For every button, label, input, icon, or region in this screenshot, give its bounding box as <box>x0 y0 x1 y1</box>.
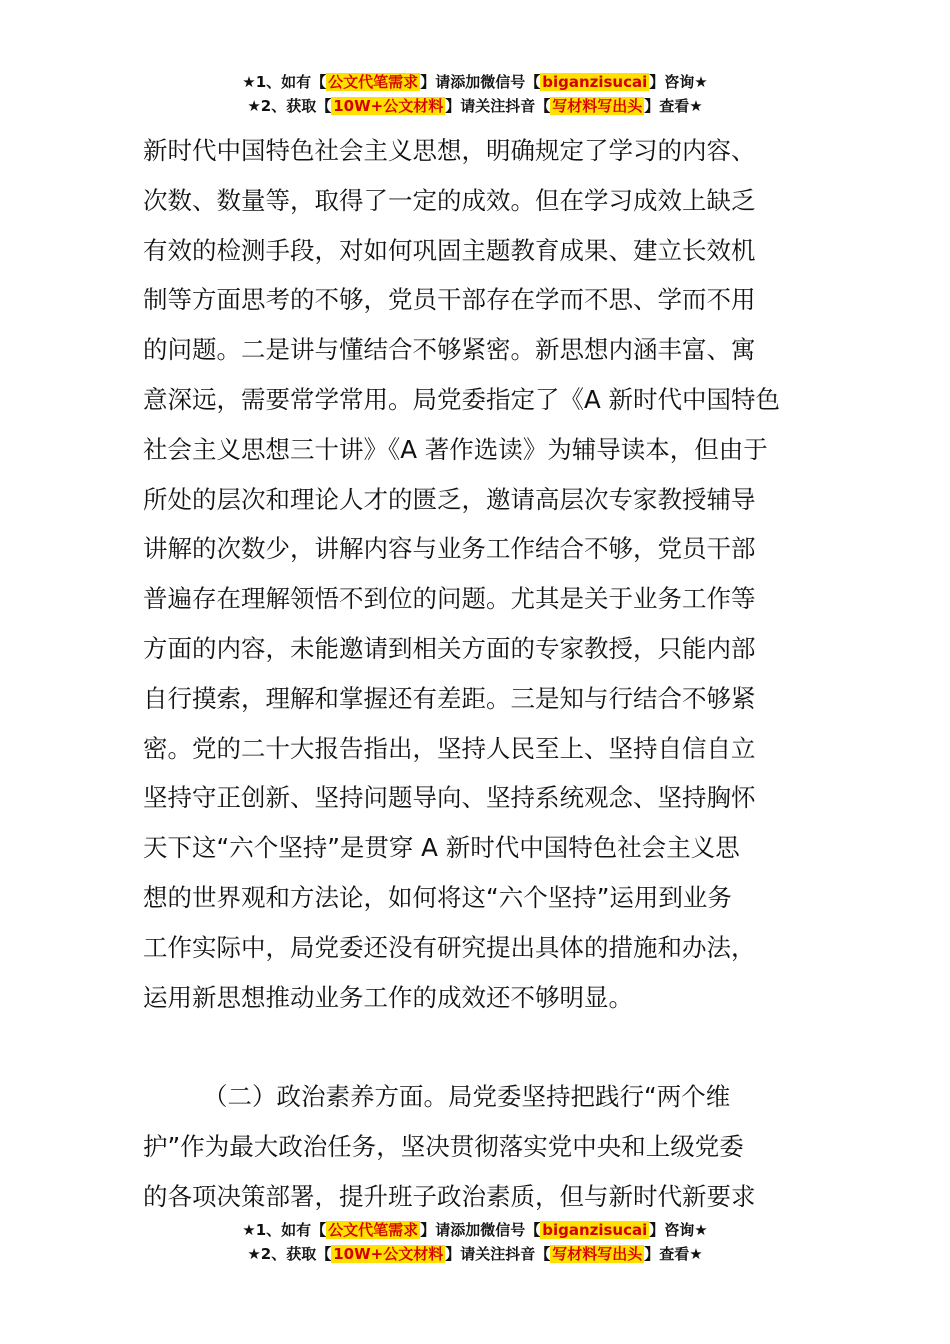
text-line: 新时代中国特色社会主义思想，明确规定了学习的内容、 <box>143 136 756 165</box>
text-line: 想的世界观和方法论，如何将这“六个坚持”运用到业务 <box>143 882 732 912</box>
banner-text: ★1、如有【 <box>242 1221 327 1239</box>
text-line: 所处的层次和理论人才的匮乏，邀请高层次专家教授辅导 <box>143 484 756 514</box>
footer-banner <box>0 1218 950 1266</box>
text-line: 密。党的二十大报告指出，坚持人民至上、坚持自信自立 <box>143 733 756 763</box>
text-line: 天下这“六个坚持”是贯穿 A 新时代中国特色社会主义思 <box>143 833 740 863</box>
text-line: 次数、数量等，取得了一定的成效。但在学习成效上缺乏 <box>143 185 756 215</box>
banner-text: 】请添加微信号【 <box>420 73 541 91</box>
text-line: 社会主义思想三十讲》《A 著作选读》为辅导读本，但由于 <box>143 434 768 464</box>
banner-text: 】咨询★ <box>649 73 708 91</box>
banner-highlight: biganzisucai <box>542 1221 648 1239</box>
banner-line-2 <box>0 94 950 118</box>
text-line: 普遍存在理解领悟不到位的问题。尤其是关于业务工作等 <box>143 584 756 614</box>
text-line: 自行摸索，理解和掌握还有差距。三是知与行结合不够紧 <box>143 683 756 713</box>
banner-highlight: 公文代笔需求 <box>328 73 419 91</box>
banner-highlight: 公文代笔需求 <box>328 1221 419 1239</box>
text-line: 制等方面思考的不够，党员干部存在学而不思、学而不用 <box>143 285 756 315</box>
text-line: 的问题。二是讲与懂结合不够紧密。新思想内涵丰富、寓 <box>143 335 756 365</box>
banner-line-1 <box>0 70 950 94</box>
text-line: 有效的检测手段，对如何巩固主题教育成果、建立长效机 <box>143 235 756 265</box>
text-line: 坚持守正创新、坚持问题导向、坚持系统观念、坚持胸怀 <box>143 783 756 813</box>
banner-text: ★1、如有【 <box>242 73 327 91</box>
banner-highlight: 10W+公文材料 <box>333 97 444 115</box>
text-line: 护”作为最大政治任务，坚决贯彻落实党中央和上级党委 <box>143 1132 744 1162</box>
text-line: 运用新思想推动业务工作的成效还不够明显。 <box>143 982 633 1012</box>
banner-text: 】请关注抖音【 <box>445 97 551 115</box>
text-line: 工作实际中，局党委还没有研究提出具体的措施和办法， <box>143 932 756 962</box>
text-line: 的各项决策部署，提升班子政治素质，但与新时代新要求 <box>143 1181 756 1211</box>
banner-text: 】咨询★ <box>649 1221 708 1239</box>
banner-text: 】查看★ <box>644 1245 703 1263</box>
banner-highlight: 10W+公文材料 <box>333 1245 444 1263</box>
banner-line-1 <box>0 1218 950 1242</box>
paragraph-1 <box>143 126 813 1022</box>
banner-highlight: biganzisucai <box>542 73 648 91</box>
text-line: 意深远，需要常学常用。局党委指定了《A 新时代中国特色 <box>143 384 781 414</box>
text-line: 讲解的次数少，讲解内容与业务工作结合不够，党员干部 <box>143 534 756 564</box>
banner-text: 】查看★ <box>644 97 703 115</box>
banner-highlight: 写材料写出头 <box>552 1245 643 1263</box>
banner-text: 】请关注抖音【 <box>445 1245 551 1263</box>
document-body <box>143 126 813 1222</box>
banner-text: ★2、获取【 <box>247 97 332 115</box>
banner-highlight: 写材料写出头 <box>552 97 643 115</box>
paragraph-spacer <box>143 1022 813 1072</box>
banner-text: 】请添加微信号【 <box>420 1221 541 1239</box>
text-line: 方面的内容，未能邀请到相关方面的专家教授，只能内部 <box>143 633 756 663</box>
banner-line-2 <box>0 1242 950 1266</box>
text-line: （二）政治素养方面。局党委坚持把践行“两个维 <box>203 1082 731 1112</box>
banner-text: ★2、获取【 <box>247 1245 332 1263</box>
paragraph-2 <box>143 1072 813 1221</box>
header-banner <box>0 70 950 118</box>
